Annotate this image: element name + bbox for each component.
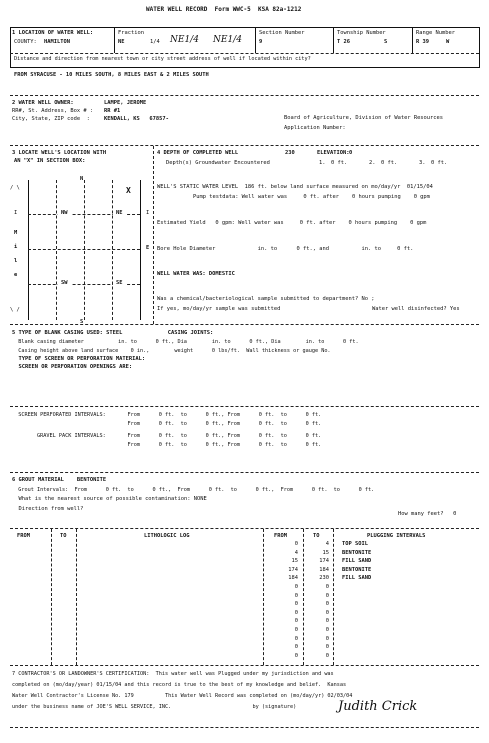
city-label: City, State, ZIP code : (12, 116, 90, 122)
owner-name: LAMPE, JEROME (104, 100, 147, 106)
disinfected: Water well disinfected? Yes (372, 306, 460, 312)
screen-line-2: From 0 ft. to 0 ft., From 0 ft. to 0 ft. (12, 421, 322, 427)
grid-east-bar: I (146, 210, 150, 216)
groundwater-1: 0 ft. (331, 160, 348, 166)
elevation-value: 0 (349, 150, 353, 156)
grid-line (84, 180, 85, 320)
application-label: Application Number: (284, 125, 346, 131)
log-header-plugging: PLUGGING INTERVALS (367, 533, 426, 539)
certification-line-3: Water Well Contractor's License No. 179 This Water Well Record was completed on (mo/day/yr) 02/03/04 (12, 693, 353, 699)
plug-to: 0 (325, 652, 329, 659)
grid-west-bar: I (14, 210, 18, 216)
divider (333, 529, 334, 665)
grid-line (28, 249, 140, 250)
fraction-ne: NE (118, 39, 125, 45)
bore-hole: Bore Hole Diameter in. to 0 ft., and in. to 0 ft. (157, 246, 414, 252)
range-label: Range Number (416, 30, 455, 36)
plug-from: 0 (294, 541, 298, 547)
plug-from: 0 (294, 627, 298, 633)
handwritten-ne-quarter-1: NE1/4 (170, 35, 199, 45)
divider (303, 529, 304, 665)
plug-from: 0 (294, 618, 298, 625)
certification-line-2: completed on (mo/day/year) 01/15/04 and this record is true to the best of my knowledge and belief. Kansas (12, 682, 347, 688)
casing-line-5: SCREEN OR PERFORATION OPENINGS ARE: (12, 364, 133, 370)
section-label: Section Number (259, 30, 305, 36)
divider (10, 665, 479, 666)
plug-from: 0 (294, 635, 298, 642)
plug-from: 184 (288, 575, 298, 582)
handwritten-ne-quarter-2: NE1/4 (213, 35, 242, 45)
grid-x-mark: X (126, 186, 131, 195)
log-header-from: FROM (17, 533, 30, 539)
depth-label: 4 DEPTH OF COMPLETED WELL (157, 150, 239, 156)
how-many-feet: How many feet? 0 (398, 511, 457, 517)
grout-intervals: Grout Intervals: From 0 ft. to 0 ft., From 0 ft. to 0 ft., From 0 ft. to 0 ft. (12, 487, 375, 493)
grid-se: SE (113, 281, 126, 286)
section-value: 9 (259, 39, 263, 45)
plug-to: 0 (325, 584, 329, 590)
plug-from: 15 (291, 558, 298, 565)
plug-to: 184 (319, 566, 329, 573)
plug-material: FILL SAND (342, 575, 372, 582)
location-label: 1 LOCATION OF WATER WELL: (12, 30, 94, 36)
range-value: R 39 (416, 39, 429, 45)
plug-to: 230 (319, 575, 329, 582)
chemical-sample: Was a chemical/bacteriological sample submitted to department? No ; (157, 296, 375, 302)
static-level: WELL'S STATIC WATER LEVEL 186 ft. below land surface measured on mo/day/yr 01/15/04 (157, 184, 433, 190)
divider (263, 529, 264, 665)
estimated-yield: Estimated Yield 0 gpm: Well water was 0 ft. after 0 hours pumping 0 gpm (157, 220, 427, 226)
sample-date: If yes, mo/day/yr sample was submitted (157, 306, 281, 312)
divider (10, 472, 479, 473)
divider (10, 727, 479, 728)
plug-to: 0 (325, 618, 329, 625)
groundwater-3-number: 3. (419, 160, 426, 166)
log-header-from-2: FROM (274, 533, 287, 539)
log-header-to: TO (60, 533, 67, 539)
owner-label: 2 WATER WELL OWNER: (12, 100, 74, 106)
grid-north: N (80, 176, 84, 182)
grid-line (28, 180, 29, 320)
plug-material: TOP SOIL (342, 541, 368, 547)
grid-mile-m: M (14, 230, 18, 236)
divider (76, 529, 77, 665)
plug-from: 0 (294, 644, 298, 651)
plug-to: 0 (325, 627, 329, 633)
range-direction: W (446, 39, 450, 45)
log-header-lithologic: LITHOLOGIC LOG (144, 533, 190, 539)
casing-line-2: Blank casing diameter in. to 0 ft., Dia in. to 0 ft., Dia in. to 0 ft. (12, 339, 359, 345)
grid-line (112, 180, 113, 320)
plug-from: 0 (294, 584, 298, 590)
plug-from: 0 (294, 601, 298, 608)
divider (10, 53, 479, 54)
groundwater-label: Depth(s) Groundwater Encountered (166, 160, 270, 166)
quarter-label: 1/4 (150, 39, 160, 45)
gravel-line-1: GRAVEL PACK INTERVALS: From 0 ft. to 0 ft., From 0 ft. to 0 ft. (12, 433, 322, 439)
well-use: WELL WATER WAS: DOMESTIC (157, 271, 235, 277)
divider (10, 145, 479, 146)
section-box-label-1: 3 LOCATE WELL'S LOCATION WITH (12, 150, 107, 156)
grid-mile-l: l (14, 258, 18, 264)
grid-mile-e: e (14, 272, 18, 278)
log-header-to-2: TO (313, 533, 320, 539)
certification-line-4: under the business name of JOE'S WELL SERVICE, INC. by (signature) (12, 704, 297, 710)
groundwater-2: 0 ft. (381, 160, 398, 166)
grid-ne: NE (113, 211, 126, 216)
divider (10, 406, 479, 407)
grid-line (56, 180, 57, 320)
direction-from-well: Direction from well? (12, 506, 84, 512)
plug-material: FILL SAND (342, 558, 372, 565)
section-box-label-2: AN "X" IN SECTION BOX: (14, 158, 86, 164)
divider (10, 528, 479, 529)
divider (255, 28, 256, 53)
plug-material: BENTONITE (342, 549, 372, 556)
grid-corner-bottom: \ / (10, 307, 20, 313)
grid-south: S (80, 319, 84, 325)
certification-line-1: 7 CONTRACTOR'S OR LANDOWNER'S CERTIFICATION: This water well was Plugged under my jurisdiction and was (12, 671, 334, 677)
casing-line-3: Casing height above land surface 0 in., weight 0 lbs/ft. Wall thickness or gauge No. (12, 348, 331, 354)
plug-from: 4 (294, 549, 298, 556)
plug-to: 0 (325, 609, 329, 616)
divider (10, 324, 479, 325)
township-value: T 26 (337, 39, 350, 45)
contamination-source: What is the nearest source of possible contamination: NONE (12, 496, 207, 502)
elevation-label: ELEVATION: (317, 150, 350, 156)
divider (10, 95, 479, 96)
grid-sw: SW (58, 281, 71, 286)
divider (333, 28, 334, 53)
casing-line-1: 5 TYPE OF BLANK CASING USED: STEEL CASING JOINTS: (12, 330, 214, 336)
address-value: RR #1 (104, 108, 121, 114)
plug-to: 0 (325, 635, 329, 642)
distance-value: FROM SYRACUSE - 10 MILES SOUTH, 8 MILES EAST & 2 MILES SOUTH (14, 72, 209, 78)
groundwater-1-number: 1. (319, 160, 326, 166)
depth-value: 230 (285, 150, 295, 156)
casing-line-4: TYPE OF SCREEN OR PERFORATION MATERIAL: (12, 356, 146, 362)
city-value: KENDALL, KS 67857- (104, 116, 169, 122)
grid-line (140, 180, 141, 320)
distance-label: Distance and direction from nearest town or city street address of well if located within city? (14, 56, 311, 62)
plug-to: 0 (325, 592, 329, 599)
fraction-label: Fraction (118, 30, 144, 36)
plug-from: 0 (294, 609, 298, 616)
plug-to: 4 (325, 541, 329, 547)
grid-east: E (146, 245, 150, 251)
plug-from: 0 (294, 592, 298, 599)
groundwater-3: 0 ft. (431, 160, 448, 166)
divider (153, 146, 154, 324)
grid-corner-top: / \ (10, 185, 20, 191)
plug-to: 0 (325, 601, 329, 608)
grid-mile-i: i (14, 244, 18, 250)
signature: Judith Crick (338, 699, 418, 714)
plug-material: BENTONITE (342, 566, 372, 573)
township-direction: S (384, 39, 388, 45)
form-title: WATER WELL RECORD Form WWC-5 KSA 82a-1212 (146, 6, 302, 13)
township-label: Township Number (337, 30, 386, 36)
divider (114, 28, 115, 53)
screen-line-1: SCREEN PERFORATED INTERVALS: From 0 ft. to 0 ft., From 0 ft. to 0 ft. (12, 412, 322, 418)
plug-to: 0 (325, 644, 329, 651)
grid-nw: NW (58, 211, 71, 216)
divider (412, 28, 413, 53)
board-text: Board of Agriculture, Division of Water Resources (284, 115, 444, 121)
address-label: RR#, St. Address, Box # : (12, 108, 94, 114)
county-value: HAMILTON (44, 39, 70, 45)
plug-to: 15 (322, 549, 329, 556)
plug-from: 174 (288, 566, 298, 573)
pump-test: Pump testdata: Well water was 0 ft. after 0 hours pumping 0 gpm (193, 194, 430, 200)
gravel-line-2: From 0 ft. to 0 ft., From 0 ft. to 0 ft. (12, 442, 322, 448)
divider (51, 529, 52, 665)
county-label: COUNTY: (14, 39, 37, 45)
plug-to: 174 (319, 558, 329, 565)
plug-from: 0 (294, 652, 298, 659)
groundwater-2-number: 2. (369, 160, 376, 166)
grout-material: 6 GROUT MATERIAL BENTONITE (12, 477, 107, 483)
